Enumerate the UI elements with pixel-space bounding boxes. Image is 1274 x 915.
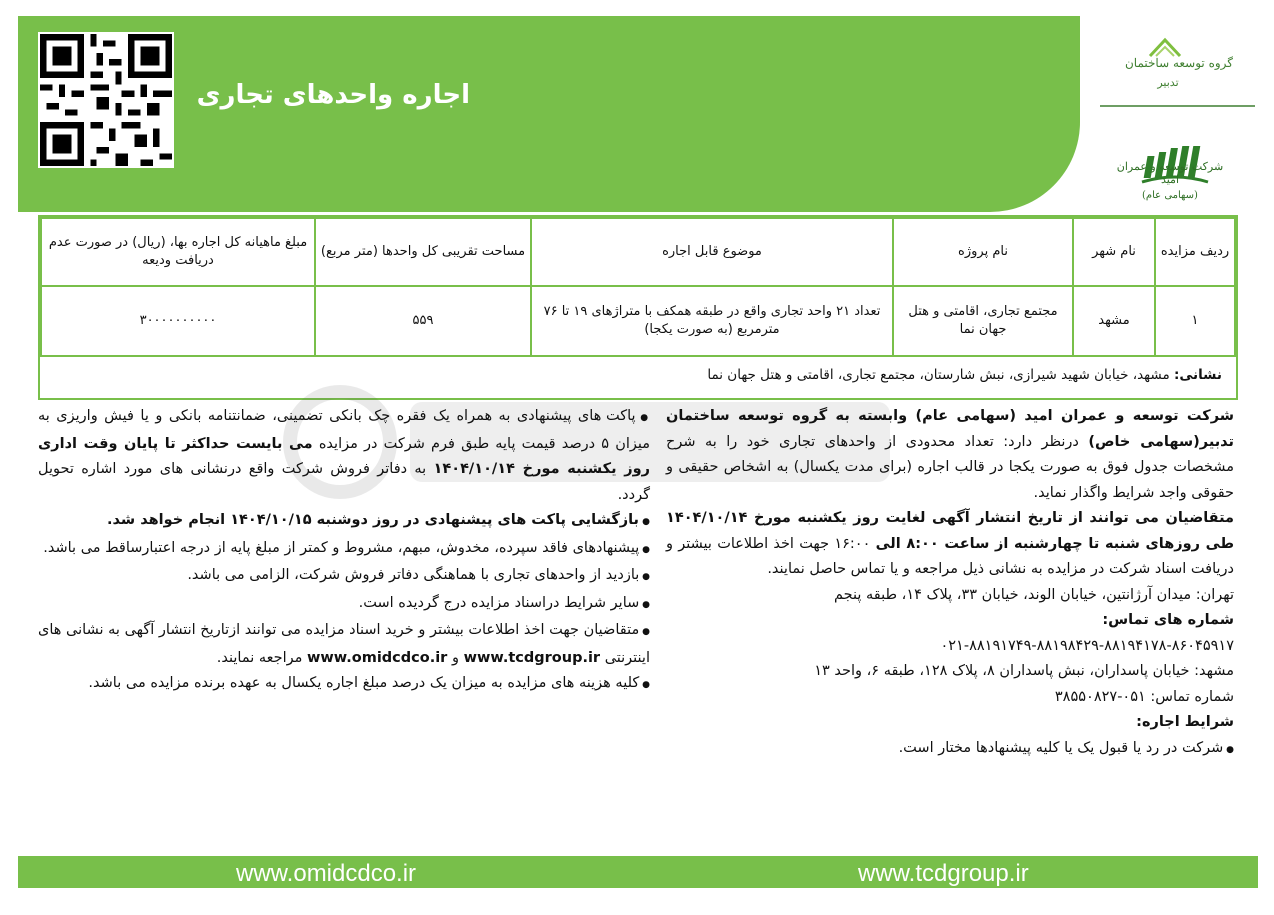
- condition-and: و: [451, 649, 459, 666]
- tehran-address: تهران: میدان آرژانتین، خیابان الوند، خیابان ۳۳، پلاک ۱۴، طبقه پنجم: [833, 586, 1234, 603]
- header-rent: مبلغ ماهیانه کل اجاره بها، (ریال) در صورت عدم دریافت ودیعه: [41, 218, 315, 286]
- cell-project: مجتمع تجاری، اقامتی و هتل جهان نما: [893, 286, 1073, 356]
- table-row: [41, 286, 1235, 356]
- conditions-label: شرایط اجاره:: [1136, 714, 1234, 730]
- website-link-tcdgroup[interactable]: www.tcdgroup.ir: [463, 649, 601, 666]
- mashhad-phone-label: شماره تماس:: [1150, 688, 1234, 705]
- condition-text: مراجعه نمایند.: [216, 649, 303, 666]
- header-banner: [18, 16, 1080, 212]
- condition-item: ● شرکت در رد یا قبول یک یا کلیه پیشنهادها مختار است.: [666, 736, 1234, 764]
- qr-code-icon: [38, 32, 174, 168]
- table-header-row: [41, 218, 1235, 286]
- condition-item: ● بازگشایی پاکت های پیشنهادی در روز دوشنبه ۱۴۰۴/۱۰/۱۵ انجام خواهد شد.: [38, 508, 650, 536]
- footer-link-tcdgroup[interactable]: www.tcdgroup.ir: [858, 860, 1029, 887]
- condition-item: ● کلیه هزینه های مزایده به میزان یک درصد مبلغ اجاره یکسال به عهده برنده مزایده می باشد.: [38, 671, 650, 699]
- page-title: اجاره واحدهای تجاری: [196, 80, 470, 110]
- condition-text: پاکت های پیشنهادی به همراه یک فقره چک بانکی تضمینی، ضمانتنامه بانکی و یا فیش واریزی به میزان ۵ درصد قیمت پایه طبق فرم شرکت در مزایده: [38, 408, 651, 452]
- mashhad-address: مشهد: خیابان پاسداران، نبش پاسداران ۸، پلاک ۱۲۸، طبقه ۶، واحد ۱۳: [814, 663, 1234, 679]
- condition-text: به دفاتر فروش شرکت واقع درنشانی های مورد اشاره تحویل گردد.: [38, 461, 650, 503]
- left-column: [38, 404, 650, 699]
- condition-text: متقاضیان جهت اخذ اطلاعات بیشتر و خرید اسناد مزایده می توانند ازتاریخ انتشار آگهی به نشانی های اینترنتی: [38, 622, 650, 666]
- tehran-phones: ۰۲۱-۸۸۱۹۱۷۴۹-۸۸۱۹۸۴۲۹-۸۸۱۹۴۱۷۸-۸۶۰۴۵۹۱۷: [940, 637, 1234, 654]
- intro-bold: شرکت توسعه و عمران امید (سهامی عام) وابسته به گروه توسعه ساختمان تدبیر(سهامی خاص): [666, 408, 1234, 450]
- omid-logo-subtext: (سهامی عام): [1142, 190, 1198, 201]
- tadbir-logo-icon: [1090, 34, 1260, 114]
- condition-item: ● پیشنهادهای فاقد سپرده، مخدوش، مبهم، مشروط و کمتر از مبلغ پایه از درجه اعتبارساقط می باشد.: [38, 536, 650, 564]
- header-project: نام پروژه: [893, 218, 1073, 286]
- footer-link-omidcdco[interactable]: www.omidcdco.ir: [236, 860, 417, 887]
- website-link-omidcdco[interactable]: www.omidcdco.ir: [306, 649, 448, 666]
- cell-subject: تعداد ۲۱ واحد تجاری واقع در طبقه همکف با متراژهای ۱۹ تا ۷۶ مترمربع (به صورت یکجا): [531, 286, 893, 356]
- cell-area: ۵۵۹: [315, 286, 531, 356]
- cell-row-number: ۱: [1155, 286, 1235, 356]
- mashhad-phone: ۰۵۱-۳۸۵۵۰۸۲۷: [1054, 688, 1146, 705]
- header-subject: موضوع قابل اجاره: [531, 218, 893, 286]
- condition-item: ● سایر شرایط دراسناد مزایده درج گردیده است.: [38, 591, 650, 619]
- address-label: نشانی:: [1173, 367, 1222, 383]
- intro-text: درنظر دارد: تعداد محدودی از واحدهای تجاری خود را به شرح مشخصات جدول فوق به صورت یکجا در قالب اجاره (برای مدت یکسال) به اشخاص حقیقی و حقوقی واجد شرایط واگذار نماید.: [666, 433, 1234, 501]
- phones-label: شماره های تماس:: [1102, 612, 1234, 628]
- address-text: مشهد، خیابان شهید شیرازی، نبش شارستان، مجتمع تجاری، اقامتی و هتل جهان نما: [707, 367, 1170, 383]
- header-area: مساحت تقریبی کل واحدها (متر مربع): [315, 218, 531, 286]
- header-row-number: ردیف مزایده: [1155, 218, 1235, 286]
- condition-item: [38, 618, 650, 671]
- tadbir-logo-subtext: تدبیر: [1157, 76, 1179, 89]
- applicants-text: ۱۶:۰۰ جهت اخذ اطلاعات بیشتر و دریافت اسناد شرکت در مزایده به نشانی ذیل مراجعه و یا تماس حاصل نمایند.: [666, 535, 1234, 577]
- condition-item: ● بازدید از واحدهای تجاری با هماهنگی دفاتر فروش شرکت، الزامی می باشد.: [38, 563, 650, 591]
- tadbir-logo-text: گروه توسعه ساختمان: [1124, 56, 1234, 70]
- condition-deadline: می بایست حداکثر تا پایان وقت اداری روز یکشنبه مورخ ۱۴۰۴/۱۰/۱۴: [38, 435, 651, 477]
- applicants-bold: متقاضیان می توانند از تاریخ انتشار آگهی لغایت روز یکشنبه مورخ ۱۴۰۴/۱۰/۱۴ طی روزهای شنبه تا چهارشنبه از ساعت ۸:۰۰ الی: [666, 510, 1235, 552]
- cell-city: مشهد: [1073, 286, 1155, 356]
- cell-rent: ۳۰۰۰۰۰۰۰۰۰۰: [41, 286, 315, 356]
- condition-item: [38, 404, 650, 508]
- omid-logo-text: شرکت توسعه و عمران امید: [1116, 160, 1224, 186]
- header-city: نام شهر: [1073, 218, 1155, 286]
- right-column: [666, 404, 1234, 763]
